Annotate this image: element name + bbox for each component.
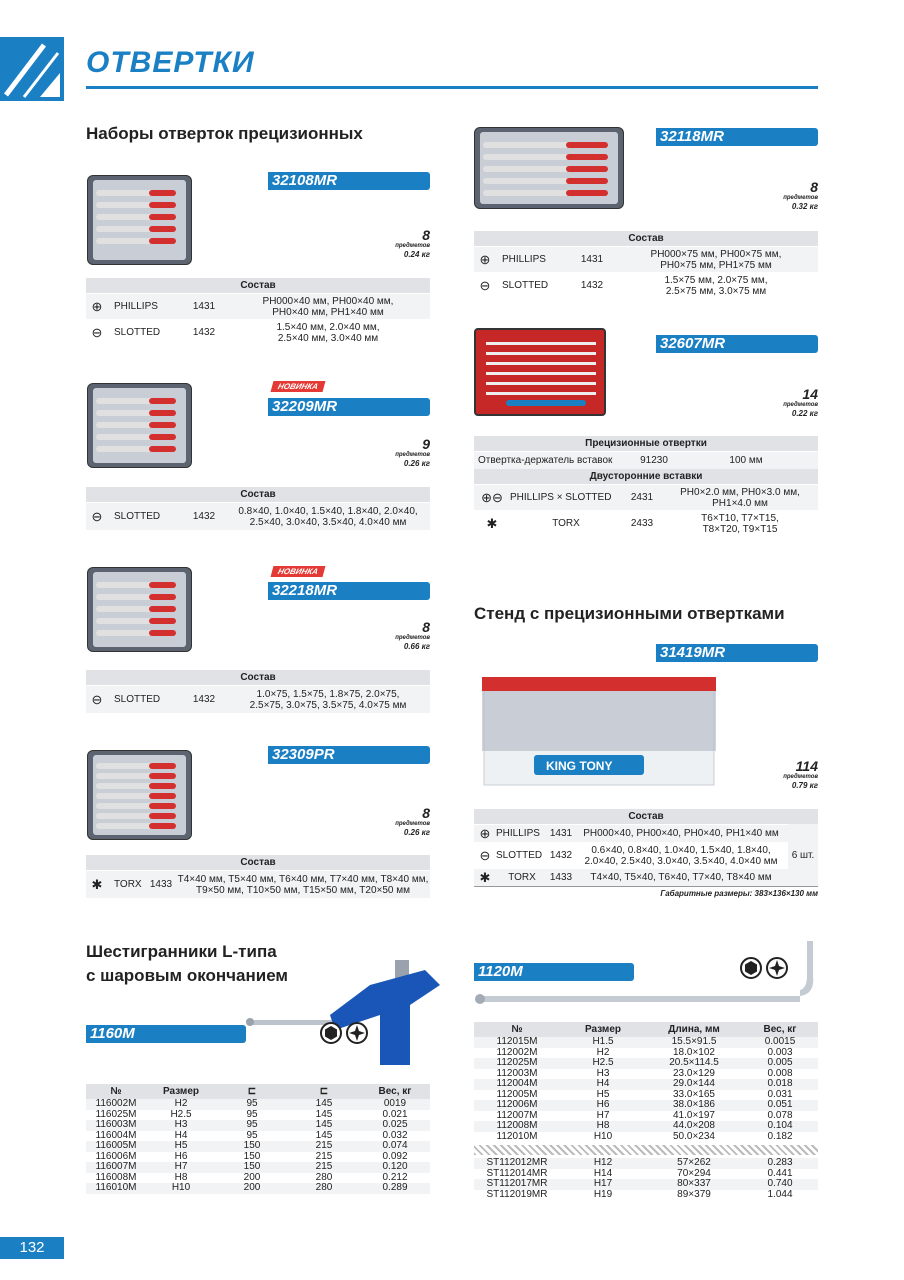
product-code-32607MR: 32607MR xyxy=(656,335,818,353)
table-cell: 57×262 xyxy=(677,1157,711,1168)
phillips-slotted-icon: ⊕⊖ xyxy=(481,489,503,505)
table-row: ⊖ SLOTTED 1432 1.5×40 мм, 2.0×40 мм, 2.5×40 мм, 3.0×40 мм xyxy=(86,319,430,345)
table-cell: 0.003 xyxy=(767,1046,793,1058)
composition-table-31419MR: Состав ⊕ PHILLIPS 1431 PH000×40, PH00×40, PH0×40, PH1×40 мм ⊖ SLOTTED 1432 0.6×40, 0.8×40, 1.0×40, 1.5×40, 1.8×40, 2.0×40, 2.5×40, 3.0×40, 3.5×40, 4.0×40 мм ✱ TORX 1433 T4×40, T5×40, T6×40, T7×40, T8×40 мм 6 шт. Габаритные размеры: 383×136×130 мм xyxy=(474,809,818,898)
table-cell: 112008M xyxy=(496,1120,538,1131)
table-cell: 95 xyxy=(246,1108,258,1120)
table-cell: H6 xyxy=(174,1150,188,1162)
table-cell: 145 xyxy=(315,1129,333,1141)
table-row: ⊖ SLOTTED 1432 1.0×75, 1.5×75, 1.8×75, 2.0×75, 2.5×75, 3.0×75, 3.5×75, 4.0×75 мм xyxy=(86,685,430,713)
table-cell: 80×337 xyxy=(677,1178,711,1189)
product-code-32209MR: 32209MR xyxy=(268,398,430,416)
product-image-32108MR xyxy=(87,175,192,265)
table-row: ⊖ SLOTTED 1432 1.5×75 мм, 2.0×75 мм, 2.5×75 мм, 3.0×75 мм xyxy=(474,272,818,298)
table-cell: 95 xyxy=(246,1119,258,1130)
table-cell: 116004M xyxy=(95,1129,137,1141)
torx-icon: ✱ xyxy=(479,869,491,885)
product-image-1160M xyxy=(240,955,440,1075)
composition-table-32209MR: Состав ⊖ SLOTTED 1432 0.8×40, 1.0×40, 1.5×40, 1.8×40, 2.0×40, 2.5×40, 3.0×40, 3.5×40, 4.0×40 мм xyxy=(86,487,430,530)
composition-table-32309PR: Состав ✱ TORX 1433 T4×40 мм, T5×40 мм, T6×40 мм, T7×40 мм, T8×40 мм, T9×50 мм, T10×50 мм, T15×50 мм, T20×50 мм xyxy=(86,855,430,898)
table-cell: 1.044 xyxy=(767,1188,793,1200)
table-row xyxy=(86,1141,430,1152)
phillips-icon: ⊕ xyxy=(479,251,491,267)
table-cell: 215 xyxy=(315,1150,333,1162)
table-cell: 112015M xyxy=(496,1036,538,1047)
table-cell: 0.740 xyxy=(767,1178,793,1189)
table-cell: H6 xyxy=(596,1099,610,1110)
table-cell: 0.441 xyxy=(767,1167,793,1179)
table-cell: H19 xyxy=(593,1188,613,1200)
table-cell: 89×379 xyxy=(677,1188,711,1200)
table-row xyxy=(86,1183,430,1194)
quantity-cell: 6 шт. xyxy=(788,824,818,886)
table-row xyxy=(474,1179,818,1190)
table-cell: 0.120 xyxy=(382,1161,408,1172)
table-cell: 112002M xyxy=(496,1046,538,1058)
table-cell: 116006M xyxy=(95,1150,137,1162)
product-code-31419MR: 31419MR xyxy=(656,644,818,662)
table-cell: 0.212 xyxy=(382,1171,408,1183)
piece-count-31419MR: 114 предметов 0.79 кг xyxy=(783,758,818,790)
table-row: ⊕ PHILLIPS 1431 PH000×75 мм, PH00×75 мм, PH0×75 мм, PH1×75 мм xyxy=(474,246,818,272)
table-cell: H8 xyxy=(596,1120,610,1131)
table-cell: H3 xyxy=(596,1067,610,1079)
table-cell: ST112014MR xyxy=(486,1167,548,1179)
table-row xyxy=(86,1162,430,1173)
table-cell: 0.078 xyxy=(767,1109,793,1121)
table-cell: 0.031 xyxy=(767,1088,793,1100)
table-cell: 29.0×144 xyxy=(673,1078,715,1089)
table-row xyxy=(474,1132,818,1143)
table-cell: 95 xyxy=(246,1098,258,1109)
table-cell: 112010M xyxy=(496,1130,538,1142)
table-cell: 116005M xyxy=(95,1140,137,1151)
table-1160M: № Размер ⊏ ⊏ Вес, кг 116002M H2 95 145 0019 116025M H2.5 95 145 0.021 116003M H3 95 145 0.025 116004M H4 95 145 0.032 116005M H5 150 215 0.074 116006M H6 150 215 0.092 116007M H7 150 215 0.120 116008M H8 200 280 0.212 116010M H10 200 280 0.289 xyxy=(86,1084,430,1194)
table-cell: 200 xyxy=(243,1182,261,1193)
table-cell: 41.0×197 xyxy=(673,1109,715,1121)
phillips-icon: ⊕ xyxy=(479,825,491,841)
torx-icon: ✱ xyxy=(486,515,498,531)
table-cell: 0.074 xyxy=(382,1140,408,1151)
table-row xyxy=(86,1099,430,1110)
table-cell: 145 xyxy=(315,1108,333,1120)
slotted-icon: ⊖ xyxy=(479,277,491,293)
table-cell: 70×294 xyxy=(677,1167,711,1179)
table-cell: ST112017MR xyxy=(486,1178,548,1189)
table-cell: H17 xyxy=(593,1178,613,1189)
table-row xyxy=(474,1100,818,1111)
product-code-32118MR: 32118MR xyxy=(656,128,818,146)
table-row xyxy=(474,1190,818,1201)
hex-icon xyxy=(320,1022,342,1044)
product-code-32218MR: 32218MR xyxy=(268,582,430,600)
page-title: ОТВЕРТКИ xyxy=(86,46,255,79)
piece-count-32118MR: 8 предметов 0.32 кг xyxy=(783,179,818,211)
product-code-1120M: 1120M xyxy=(474,963,634,981)
table-cell: 116003M xyxy=(95,1119,137,1130)
ball-hex-icon xyxy=(766,957,788,979)
table-cell: H1.5 xyxy=(592,1036,614,1047)
table-cell: 0.182 xyxy=(767,1130,793,1142)
product-image-32118MR xyxy=(474,127,624,209)
dimensions-note: Габаритные размеры: 383×136×130 мм xyxy=(474,886,818,898)
table-row: ⊕ PHILLIPS 1431 PH000×40 мм, PH00×40 мм, PH0×40 мм, PH1×40 мм xyxy=(86,293,430,319)
table-cell: H2.5 xyxy=(592,1057,614,1068)
ball-hex-icon xyxy=(346,1022,368,1044)
table-row: ✱ TORX 1433 T4×40 мм, T5×40 мм, T6×40 мм, T7×40 мм, T8×40 мм, T9×50 мм, T10×50 мм, T15×50 мм, T20×50 мм xyxy=(86,870,430,898)
table-cell: 280 xyxy=(315,1182,333,1193)
table-cell: H14 xyxy=(593,1167,613,1179)
piece-count-32209MR: 9 предметов 0.26 кг xyxy=(395,436,430,468)
table-cell: 0.283 xyxy=(767,1157,793,1168)
product-image-31419MR xyxy=(474,665,734,805)
composition-table-32607MR: Прецизионные отвертки Отвертка-держатель вставок 91230 100 мм Двусторонние вставки ⊕⊖ PHILLIPS × SLOTTED 2431 PH0×2.0 мм, PH0×3.0 мм, PH1×4.0 мм ✱ TORX 2433 T6×T10, T7×T15, T8×T20, T9×T15 xyxy=(474,436,818,536)
table-cell: 112007M xyxy=(496,1109,538,1121)
table-cell: 0.005 xyxy=(767,1057,793,1068)
table-cell: 0.008 xyxy=(767,1067,793,1079)
table-row xyxy=(474,1058,818,1069)
table-cell: 18.0×102 xyxy=(673,1046,715,1058)
table-cell: 116025M xyxy=(95,1108,137,1120)
table-row xyxy=(474,1121,818,1132)
table-cell: 112004M xyxy=(496,1078,538,1089)
table-cell: 0.0015 xyxy=(764,1036,796,1047)
table-1120M: № Размер Длина, мм Вес, кг 112015M H1.5 15.5×91.5 0.0015 112002M H2 18.0×102 0.003 112025M H2.5 20.5×114.5 0.005 112003M H3 23.0×129 0.008 112004M H4 29.0×144 0.018 112005M H5 33.0×165 0.031 112006M H6 38.0×186 0.051 112007M H7 41.0×197 0.078 112008M H8 44.0×208 0.104 112010M H10 50.0×234 0.182 ST112012MR H12 57×262 0.283 ST112014MR H14 70×294 0.441 ST112017MR H17 80×337 0.740 ST112019MR H19 89×379 1.044 xyxy=(474,1022,818,1200)
table-cell: H10 xyxy=(171,1182,191,1193)
table-cell: 145 xyxy=(315,1119,333,1130)
torx-icon: ✱ xyxy=(91,876,103,892)
table-cell: H5 xyxy=(174,1140,188,1151)
table-cell: 150 xyxy=(243,1150,261,1162)
table-cell: H10 xyxy=(593,1130,613,1142)
table-cell: 0.032 xyxy=(382,1129,408,1141)
table-row: ⊖ SLOTTED 1432 0.6×40, 0.8×40, 1.0×40, 1.5×40, 1.8×40, 2.0×40, 2.5×40, 3.0×40, 3.5×40, 4.0×40 мм xyxy=(474,842,788,868)
table-cell: H8 xyxy=(174,1171,188,1183)
long-arm-icon: ⊏ xyxy=(319,1086,329,1097)
table-cell: H12 xyxy=(593,1157,613,1168)
table-cell: H4 xyxy=(596,1078,610,1089)
section-heading-hex-keys: Шестигранники L-типа с шаровым окончанием xyxy=(86,942,289,985)
table-cell: 0.092 xyxy=(382,1150,408,1162)
new-badge: НОВИНКА xyxy=(271,381,326,392)
product-image-1120M xyxy=(470,936,820,1026)
page-number: 132 xyxy=(0,1237,64,1259)
table-cell: 0.025 xyxy=(382,1119,408,1130)
table-cell: 150 xyxy=(243,1140,261,1151)
table-cell: 150 xyxy=(243,1161,261,1172)
table-cell: 0.051 xyxy=(767,1099,793,1110)
table-row xyxy=(474,1037,818,1048)
slotted-icon: ⊖ xyxy=(479,847,491,863)
new-badge: НОВИНКА xyxy=(271,566,326,577)
table-cell: 112005M xyxy=(496,1088,538,1100)
product-image-32309PR xyxy=(87,750,192,840)
table-separator xyxy=(474,1145,818,1155)
slotted-icon: ⊖ xyxy=(91,508,103,524)
table-row: ✱ TORX 2433 T6×T10, T7×T15, T8×T20, T9×T15 xyxy=(474,510,818,536)
table-cell: 23.0×129 xyxy=(673,1067,715,1079)
table-cell: H5 xyxy=(596,1088,610,1100)
piece-count-32108MR: 8 предметов 0.24 кг xyxy=(395,227,430,259)
phillips-icon: ⊕ xyxy=(91,298,103,314)
hex-icon xyxy=(740,957,762,979)
section-heading-precision-sets: Наборы отверток прецизионных xyxy=(86,124,363,143)
product-code-32108MR: 32108MR xyxy=(268,172,430,190)
table-cell: 95 xyxy=(246,1129,258,1141)
table-cell: H7 xyxy=(174,1161,188,1172)
table-cell: 112003M xyxy=(496,1067,538,1079)
table-row xyxy=(86,1110,430,1121)
section-heading-stand: Стенд с прецизионными отвертками xyxy=(474,604,785,623)
table-cell: 116007M xyxy=(95,1161,137,1172)
table-cell: 0019 xyxy=(383,1098,407,1109)
table-cell: 33.0×165 xyxy=(673,1088,715,1100)
composition-table-32108MR: Состав ⊕ PHILLIPS 1431 PH000×40 мм, PH00×40 мм, PH0×40 мм, PH1×40 мм ⊖ SLOTTED 1432 1.5×40 мм, 2.0×40 мм, 2.5×40 мм, 3.0×40 мм xyxy=(86,278,430,345)
table-cell: 50.0×234 xyxy=(673,1130,715,1142)
short-arm-icon: ⊏ xyxy=(247,1086,257,1097)
table-row: ⊖ SLOTTED 1432 0.8×40, 1.0×40, 1.5×40, 1.8×40, 2.0×40, 2.5×40, 3.0×40, 3.5×40, 4.0×40 мм xyxy=(86,502,430,530)
table-cell: 116010M xyxy=(95,1182,137,1193)
table-cell: 145 xyxy=(315,1098,333,1109)
table-cell: 215 xyxy=(315,1140,333,1151)
piece-count-32309PR: 8 предметов 0.26 кг xyxy=(395,805,430,837)
table-cell: 116002M xyxy=(95,1098,137,1109)
table-row xyxy=(474,1079,818,1090)
composition-table-32218MR: Состав ⊖ SLOTTED 1432 1.0×75, 1.5×75, 1.8×75, 2.0×75, 2.5×75, 3.0×75, 3.5×75, 4.0×75 мм xyxy=(86,670,430,713)
table-cell: ST112019MR xyxy=(486,1188,548,1200)
table-cell: H2 xyxy=(174,1098,188,1109)
section-logo xyxy=(0,37,64,101)
product-image-32218MR xyxy=(87,567,192,652)
table-row: ⊕⊖ PHILLIPS × SLOTTED 2431 PH0×2.0 мм, PH0×3.0 мм, PH1×4.0 мм xyxy=(474,484,818,510)
table-cell: H2 xyxy=(596,1046,610,1058)
table-cell: 0.289 xyxy=(382,1182,408,1193)
table-cell: 44.0×208 xyxy=(673,1120,715,1131)
slotted-icon: ⊖ xyxy=(91,324,103,340)
table-cell: H4 xyxy=(174,1129,188,1141)
piece-count-32607MR: 14 предметов 0.22 кг xyxy=(783,386,818,418)
table-cell: ST112012MR xyxy=(486,1157,548,1168)
product-code-1160M: 1160M xyxy=(86,1025,246,1043)
table-cell: 200 xyxy=(243,1171,261,1183)
table-cell: 0.021 xyxy=(382,1108,408,1120)
table-cell: 116008M xyxy=(95,1171,137,1183)
table-cell: 112025M xyxy=(496,1057,538,1068)
table-cell: 15.5×91.5 xyxy=(671,1036,717,1047)
table-cell: 20.5×114.5 xyxy=(669,1057,719,1068)
screwdriver-icon xyxy=(0,37,64,101)
table-cell: 112006M xyxy=(496,1099,538,1110)
table-cell: H2.5 xyxy=(170,1108,192,1120)
table-cell: H3 xyxy=(174,1119,188,1130)
brand-logo-text: KING TONY xyxy=(546,759,613,773)
title-divider xyxy=(86,86,818,89)
table-cell: 215 xyxy=(315,1161,333,1172)
table-row: ⊕ PHILLIPS 1431 PH000×40, PH00×40, PH0×40, PH1×40 мм xyxy=(474,824,788,842)
table-cell: H7 xyxy=(596,1109,610,1121)
product-image-32607MR xyxy=(474,328,606,416)
table-row xyxy=(86,1120,430,1131)
table-row: ✱ TORX 1433 T4×40, T5×40, T6×40, T7×40, T8×40 мм xyxy=(474,868,788,886)
table-row: Отвертка-держатель вставок 91230 100 мм xyxy=(474,451,818,469)
product-image-32209MR xyxy=(87,383,192,468)
table-cell: 0.104 xyxy=(767,1120,793,1131)
table-row xyxy=(474,1158,818,1169)
product-code-32309PR: 32309PR xyxy=(268,746,430,764)
slotted-icon: ⊖ xyxy=(91,691,103,707)
table-cell: 0.018 xyxy=(767,1078,793,1089)
table-cell: 38.0×186 xyxy=(673,1099,715,1110)
table-cell: 280 xyxy=(315,1171,333,1183)
piece-count-32218MR: 8 предметов 0.66 кг xyxy=(395,619,430,651)
composition-table-32118MR: Состав ⊕ PHILLIPS 1431 PH000×75 мм, PH00×75 мм, PH0×75 мм, PH1×75 мм ⊖ SLOTTED 1432 1.5×75 мм, 2.0×75 мм, 2.5×75 мм, 3.0×75 мм xyxy=(474,231,818,298)
